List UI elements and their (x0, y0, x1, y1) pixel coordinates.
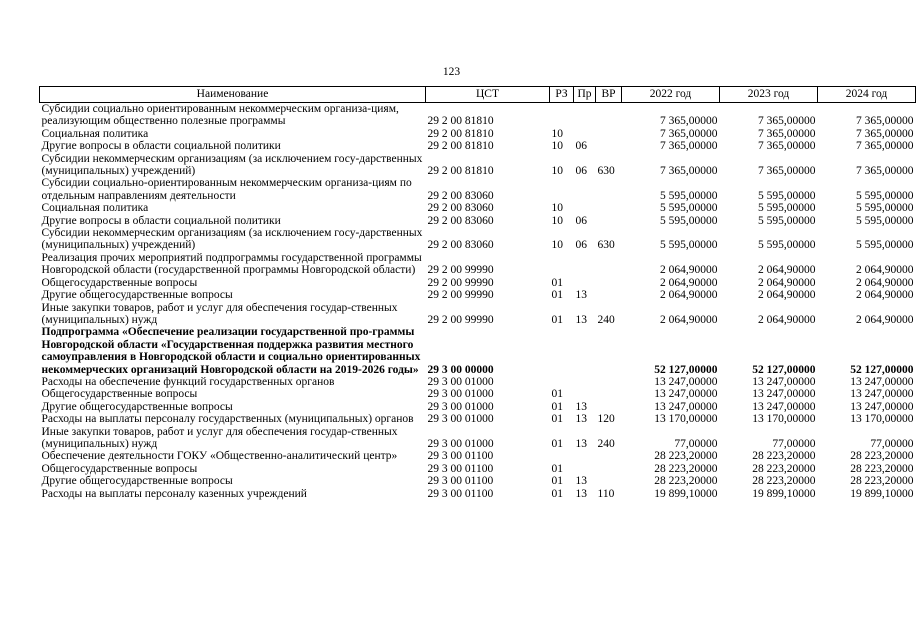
amount-2023-cell: 13 247,00000 (752, 400, 816, 413)
pr-cell (574, 463, 596, 475)
table-row (40, 103, 916, 128)
pr-cell (574, 252, 596, 277)
amount-2023-cell: 52 127,00000 (752, 363, 816, 376)
cst-cell: 29 2 00 81810 (427, 165, 494, 178)
vr-cell (596, 202, 622, 214)
pr-cell (574, 128, 596, 140)
vr-cell (596, 215, 622, 227)
amount-2024-cell: 5 595,00000 (856, 189, 914, 202)
amount-2023-cell: 5 595,00000 (758, 214, 816, 227)
table-row (40, 140, 916, 152)
name-cell: Другие вопросы в области социальной политики (41, 140, 281, 153)
amount-2024-cell: 5 595,00000 (856, 239, 914, 252)
column-header-2023: 2023 год (720, 87, 818, 103)
amount-2024-cell: 13 247,00000 (850, 375, 914, 388)
amount-2022-cell: 7 365,00000 (660, 140, 718, 153)
pr-cell (574, 202, 596, 214)
pr-cell (574, 376, 596, 388)
amount-2023-cell: 2 064,90000 (758, 313, 816, 326)
amount-2024-cell: 7 365,00000 (856, 165, 914, 178)
table-row (40, 177, 916, 202)
amount-2023-cell: 13 247,00000 (752, 375, 816, 388)
rz-cell: 10 (551, 214, 563, 227)
cst-cell: 29 2 00 81810 (427, 115, 494, 128)
vr-cell (596, 326, 622, 376)
cst-cell: 29 3 00 01000 (427, 437, 494, 450)
amount-2022-cell: 2 064,90000 (660, 264, 718, 277)
table-row (40, 463, 916, 475)
amount-2022-cell: 13 247,00000 (654, 400, 718, 413)
amount-2023-cell: 2 064,90000 (758, 289, 816, 302)
name-cell: Общегосударственные вопросы (41, 276, 198, 289)
vr-cell (596, 376, 622, 388)
rz-cell: 10 (551, 165, 563, 178)
rz-cell: 01 (551, 276, 563, 289)
cst-cell: 29 3 00 01000 (427, 375, 494, 388)
amount-2024-cell: 5 595,00000 (856, 214, 914, 227)
rz-cell (550, 252, 574, 277)
rz-cell: 01 (551, 437, 563, 450)
vr-cell: 120 (597, 413, 615, 426)
cst-cell: 29 2 00 99990 (427, 276, 494, 289)
amount-2023-cell: 2 064,90000 (758, 264, 816, 277)
amount-2022-cell: 7 365,00000 (660, 115, 718, 128)
rz-cell: 01 (551, 388, 563, 401)
table-row (40, 252, 916, 277)
amount-2022-cell: 2 064,90000 (660, 313, 718, 326)
rz-cell: 10 (551, 140, 563, 153)
name-cell: Расходы на обеспечение функций государственных органов (41, 375, 335, 388)
amount-2023-cell: 5 595,00000 (758, 202, 816, 215)
cst-cell: 29 2 00 83060 (427, 189, 494, 202)
pr-cell (574, 177, 596, 202)
vr-cell: 630 (597, 165, 615, 178)
table-row (40, 202, 916, 214)
amount-2022-cell: 7 365,00000 (660, 165, 718, 178)
cst-cell: 29 2 00 83060 (427, 202, 494, 215)
amount-2022-cell: 77,00000 (674, 437, 718, 450)
cst-cell: 29 2 00 99990 (427, 264, 494, 277)
cst-cell: 29 2 00 81810 (427, 127, 494, 140)
column-header-2022: 2022 год (622, 87, 720, 103)
name-cell: Субсидии некоммерческим организациям (за исключением госу-дарственных (муниципальных) учреждений) (41, 152, 423, 178)
pr-cell (574, 326, 596, 376)
amount-2024-cell: 2 064,90000 (856, 313, 914, 326)
pr-cell: 13 (575, 413, 587, 426)
amount-2024-cell: 2 064,90000 (856, 289, 914, 302)
pr-cell: 13 (575, 313, 587, 326)
vr-cell: 240 (597, 437, 615, 450)
name-cell: Другие общегосударственные вопросы (41, 289, 233, 302)
cst-cell: 29 3 00 00000 (427, 363, 494, 376)
vr-cell (596, 140, 622, 152)
amount-2022-cell: 13 170,00000 (654, 413, 718, 426)
table-row (40, 426, 916, 451)
table-row (40, 376, 916, 388)
amount-2022-cell: 5 595,00000 (660, 189, 718, 202)
vr-cell (596, 277, 622, 289)
table-row (40, 401, 916, 413)
vr-cell (596, 177, 622, 202)
pr-cell (574, 277, 596, 289)
amount-2024-cell: 28 223,20000 (850, 462, 914, 475)
column-header-2024: 2024 год (818, 87, 916, 103)
rz-cell: 01 (551, 462, 563, 475)
amount-2023-cell: 7 365,00000 (758, 140, 816, 153)
vr-cell (596, 128, 622, 140)
table-row (40, 302, 916, 327)
amount-2024-cell: 13 247,00000 (850, 388, 914, 401)
column-header-vr: ВР (596, 87, 622, 103)
pr-cell: 06 (575, 140, 587, 153)
amount-2024-cell: 7 365,00000 (856, 140, 914, 153)
amount-2024-cell: 7 365,00000 (856, 115, 914, 128)
vr-cell: 240 (597, 313, 615, 326)
rz-cell (550, 326, 574, 376)
amount-2023-cell: 77,00000 (772, 437, 816, 450)
rz-cell: 01 (551, 413, 563, 426)
amount-2023-cell: 7 365,00000 (758, 165, 816, 178)
amount-2024-cell: 2 064,90000 (856, 264, 914, 277)
vr-cell (596, 103, 622, 128)
amount-2024-cell: 5 595,00000 (856, 202, 914, 215)
pr-cell: 13 (575, 400, 587, 413)
table-row (40, 388, 916, 400)
table-row (40, 153, 916, 178)
amount-2023-cell: 28 223,20000 (752, 475, 816, 488)
name-cell: Субсидии социально-ориентированным некоммерческим организа-циям по отдельным направлениям деятельности (41, 177, 412, 202)
amount-2024-cell: 7 365,00000 (856, 127, 914, 140)
amount-2024-cell: 52 127,00000 (850, 363, 914, 376)
amount-2023-cell: 28 223,20000 (752, 462, 816, 475)
column-header-pr: Пр (574, 87, 596, 103)
vr-cell (596, 289, 622, 301)
cst-cell: 29 3 00 01000 (427, 400, 494, 413)
amount-2023-cell: 2 064,90000 (758, 276, 816, 289)
amount-2022-cell: 52 127,00000 (654, 363, 718, 376)
name-cell: Другие вопросы в области социальной политики (41, 214, 281, 227)
rz-cell (550, 376, 574, 388)
table-header (40, 87, 916, 103)
name-cell: Обеспечение деятельности ГОКУ «Общественно-аналитический центр» (41, 450, 398, 463)
cst-cell: 29 2 00 81810 (427, 140, 494, 153)
vr-cell (596, 252, 622, 277)
vr-cell (596, 450, 622, 462)
amount-2022-cell: 28 223,20000 (654, 462, 718, 475)
amount-2023-cell: 7 365,00000 (758, 127, 816, 140)
name-cell: Субсидии некоммерческим организациям (за исключением госу-дарственных (муниципальных) учреждений) (41, 227, 423, 252)
amount-2022-cell: 2 064,90000 (660, 276, 718, 289)
rz-cell (550, 103, 574, 128)
cst-cell: 29 3 00 01000 (427, 413, 494, 426)
pr-cell: 13 (575, 475, 587, 488)
rz-cell: 01 (551, 313, 563, 326)
vr-cell: 630 (597, 239, 615, 252)
name-cell: Расходы на выплаты персоналу казенных учреждений (41, 487, 307, 500)
rz-cell: 01 (551, 475, 563, 488)
name-cell: Социальная политика (41, 202, 149, 215)
table-row (40, 277, 916, 289)
cst-cell: 29 2 00 83060 (427, 239, 494, 252)
page-number: 123 (442, 66, 461, 78)
name-cell: Другие общегосударственные вопросы (41, 475, 233, 488)
pr-cell: 13 (575, 289, 587, 302)
amount-2023-cell: 13 170,00000 (752, 413, 816, 426)
amount-2023-cell: 7 365,00000 (758, 115, 816, 128)
amount-2022-cell: 5 595,00000 (660, 214, 718, 227)
amount-2024-cell: 28 223,20000 (850, 450, 914, 463)
vr-cell (596, 388, 622, 400)
cst-cell: 29 3 00 01000 (427, 388, 494, 401)
amount-2024-cell: 2 064,90000 (856, 276, 914, 289)
amount-2023-cell: 19 899,10000 (752, 487, 816, 500)
amount-2024-cell: 28 223,20000 (850, 475, 914, 488)
name-cell: Иные закупки товаров, работ и услуг для обеспечения государ-ственных (муниципальных) нужд (41, 425, 398, 450)
amount-2023-cell: 5 595,00000 (758, 189, 816, 202)
name-cell: Социальная политика (41, 127, 149, 140)
pr-cell: 06 (575, 165, 587, 178)
budget-table (39, 86, 916, 500)
amount-2023-cell: 28 223,20000 (752, 450, 816, 463)
rz-cell: 01 (551, 487, 563, 500)
name-cell: Другие общегосударственные вопросы (41, 400, 233, 413)
rz-cell: 01 (551, 289, 563, 302)
amount-2022-cell: 28 223,20000 (654, 450, 718, 463)
name-cell: Общегосударственные вопросы (41, 462, 198, 475)
amount-2022-cell: 7 365,00000 (660, 127, 718, 140)
rz-cell (550, 177, 574, 202)
pr-cell: 06 (575, 239, 587, 252)
cst-cell: 29 3 00 01100 (427, 487, 494, 500)
rz-cell: 01 (551, 400, 563, 413)
cst-cell: 29 3 00 01100 (427, 475, 494, 488)
table-row (40, 289, 916, 301)
amount-2022-cell: 2 064,90000 (660, 289, 718, 302)
pr-cell: 06 (575, 214, 587, 227)
rz-cell: 10 (551, 127, 563, 140)
cst-cell: 29 2 00 83060 (427, 214, 494, 227)
rz-cell (550, 450, 574, 462)
pr-cell (574, 103, 596, 128)
table-row (40, 475, 916, 487)
table-row (40, 450, 916, 462)
name-cell: Подпрограмма «Обеспечение реализации государственной про-граммы Новгородской области «Государственная поддержка развития местного самоуправления в Новгородской области и социально ориентированных некоммерческих организаций Новгородской области на 2019-2026 годы» (41, 326, 421, 376)
name-cell: Реализация прочих мероприятий подпрограммы государственной программы Новгородской области (государственной программы Новгородской области) (41, 251, 422, 277)
cst-cell: 29 2 00 99990 (427, 289, 494, 302)
amount-2024-cell: 13 170,00000 (850, 413, 914, 426)
vr-cell (596, 401, 622, 413)
column-header-name: Наименование (40, 87, 426, 103)
table-row (40, 128, 916, 140)
table-row (40, 413, 916, 425)
rz-cell: 10 (551, 239, 563, 252)
name-cell: Общегосударственные вопросы (41, 388, 198, 401)
amount-2022-cell: 19 899,10000 (654, 487, 718, 500)
pr-cell: 13 (575, 437, 587, 450)
amount-2022-cell: 28 223,20000 (654, 475, 718, 488)
cst-cell: 29 2 00 99990 (427, 313, 494, 326)
amount-2023-cell: 5 595,00000 (758, 239, 816, 252)
pr-cell: 13 (575, 487, 587, 500)
column-header-cst: ЦСТ (426, 87, 550, 103)
table-row (40, 227, 916, 252)
vr-cell: 110 (597, 487, 615, 500)
cst-cell: 29 3 00 01100 (427, 462, 494, 475)
pr-cell (574, 450, 596, 462)
vr-cell (596, 475, 622, 487)
name-cell: Субсидии социально ориентированным некоммерческим организа-циям, реализующим общественно полезные программы (41, 103, 399, 128)
amount-2024-cell: 77,00000 (870, 437, 914, 450)
table-body (40, 103, 916, 501)
amount-2022-cell: 5 595,00000 (660, 239, 718, 252)
table-row (40, 326, 916, 376)
amount-2022-cell: 13 247,00000 (654, 388, 718, 401)
name-cell: Иные закупки товаров, работ и услуг для обеспечения государ-ственных (муниципальных) нужд (41, 301, 398, 326)
table-row (40, 215, 916, 227)
table-row (40, 488, 916, 500)
vr-cell (596, 463, 622, 475)
amount-2023-cell: 13 247,00000 (752, 388, 816, 401)
amount-2024-cell: 13 247,00000 (850, 400, 914, 413)
amount-2022-cell: 13 247,00000 (654, 375, 718, 388)
column-header-rz: РЗ (550, 87, 574, 103)
name-cell: Расходы на выплаты персоналу государственных (муниципальных) органов (41, 413, 414, 426)
rz-cell: 10 (551, 202, 563, 215)
cst-cell: 29 3 00 01100 (427, 450, 494, 463)
amount-2022-cell: 5 595,00000 (660, 202, 718, 215)
pr-cell (574, 388, 596, 400)
amount-2024-cell: 19 899,10000 (850, 487, 914, 500)
